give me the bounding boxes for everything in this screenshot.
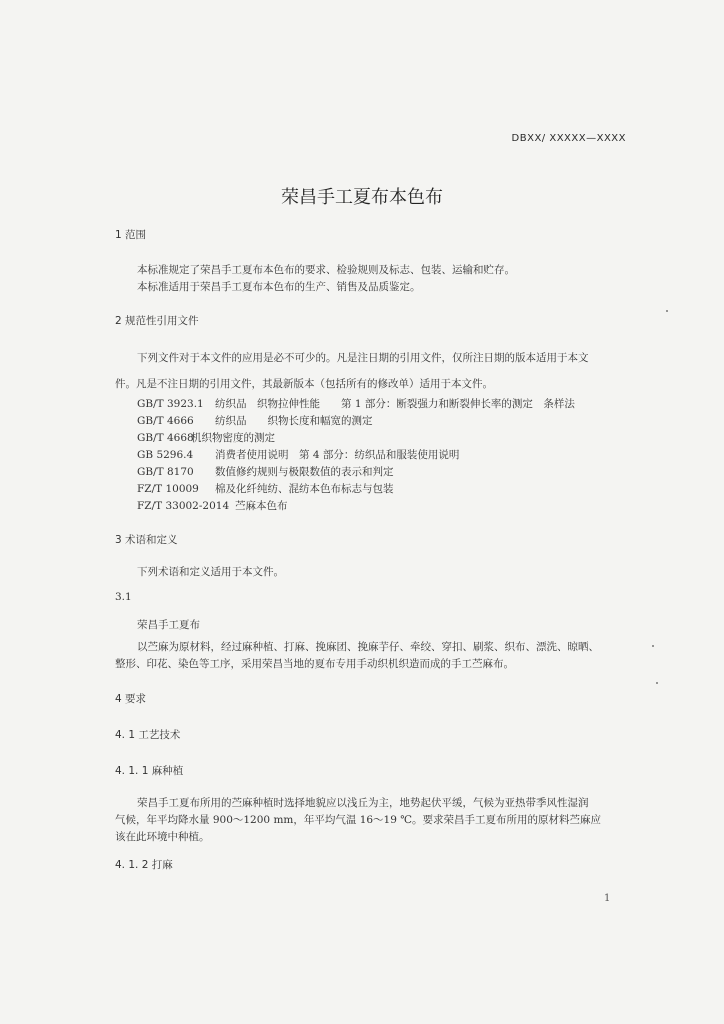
scan-speck [666,310,668,312]
reference-code: FZ/T 33002-2014 [137,500,230,512]
reference-item [137,464,394,479]
reference-code: GB/T 4668 [137,432,194,444]
document-title: 荣昌手工夏布本色布 [281,187,443,208]
section-1-paragraph-1: 本标准规定了荣昌手工夏布本色布的要求、检验规则及标志、包装、运输和贮存。 [137,264,515,276]
reference-code: GB 5296.4 [137,449,194,461]
reference-item [137,396,575,411]
reference-title: 数值修约规则与极限数值的表示和判定 [215,466,394,478]
reference-title: 机织物密度的测定 [191,432,275,444]
section-4-1-1-line-2: 气候，年平均降水量 900～1200 mm，年平均气温 16～19 ℃。要求荣昌手工夏布所用的原材料苎麻应 [115,814,601,826]
scan-speck [652,645,654,647]
section-4-1-1-line-1: 荣昌手工夏布所用的苎麻种植时选择地貌应以浅丘为主，地势起伏平缓，气候为亚热带季风性湿润 [137,797,589,809]
term-number: 3.1 [115,591,132,603]
reference-item [137,481,394,496]
section-3-heading: 3 术语和定义 [115,534,178,546]
document-code: DBXX/ XXXXX—XXXX [511,133,626,144]
scan-speck [656,682,658,684]
reference-code: GB/T 8170 [137,466,194,478]
section-1-heading: 1 范围 [115,229,147,241]
section-2-heading: 2 规范性引用文件 [115,315,199,327]
reference-title: 苎麻本色布 [235,500,288,512]
term-definition-line-2: 整形、印花、染色等工序，采用荣昌当地的夏布专用手动织机织造而成的手工苎麻布。 [115,658,514,670]
reference-title: 纺织品 织物拉伸性能 第 1 部分：断裂强力和断裂伸长率的测定 条样法 [215,398,575,410]
section-4-1-heading: 4. 1 工艺技术 [115,729,181,741]
section-4-1-1-line-3: 该在此环境中种植。 [115,831,210,843]
section-3-paragraph: 下列术语和定义适用于本文件。 [137,566,284,578]
section-4-1-1-heading: 4. 1. 1 麻种植 [115,765,184,777]
section-2-paragraph-line-1: 下列文件对于本文件的应用是必不可少的。凡是注日期的引用文件，仅所注日期的版本适用于本文 [137,352,589,364]
term-name: 荣昌手工夏布 [137,619,200,631]
reference-title: 消费者使用说明 第 4 部分：纺织品和服装使用说明 [215,449,460,461]
reference-item [137,430,275,445]
reference-title: 棉及化纤纯纺、混纺本色布标志与包装 [215,483,394,495]
reference-item [137,498,288,513]
section-2-paragraph-line-2: 件。凡是不注日期的引用文件，其最新版本（包括所有的修改单）适用于本文件。 [115,378,493,390]
section-4-heading: 4 要求 [115,693,147,705]
reference-code: GB/T 4666 [137,415,194,427]
term-definition-line-1: 以苎麻为原材料，经过麻种植、打麻、挽麻团、挽麻芋仔、牵绞、穿扣、刷浆、织布、漂洗、晾晒、 [137,641,599,653]
reference-code: FZ/T 10009 [137,483,199,495]
section-4-1-2-heading: 4. 1. 2 打麻 [115,859,173,871]
page-number: 1 [604,893,611,904]
section-1-paragraph-2: 本标准适用于荣昌手工夏布本色布的生产、销售及品质鉴定。 [137,281,421,293]
reference-item [137,413,373,428]
reference-code: GB/T 3923.1 [137,398,204,410]
reference-title: 纺织品 织物长度和幅宽的测定 [215,415,373,427]
reference-item [137,447,459,462]
